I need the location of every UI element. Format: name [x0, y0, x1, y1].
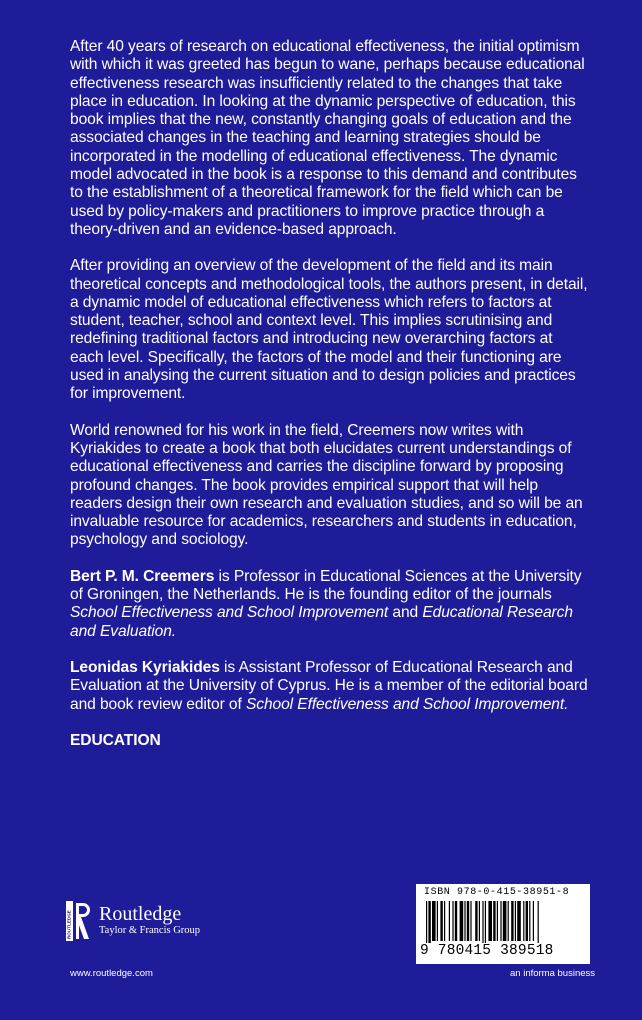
routledge-mark-icon — [66, 900, 92, 942]
author-bio-text: and — [388, 604, 423, 622]
barcode-bar — [497, 901, 498, 941]
barcode-bars — [426, 901, 580, 947]
barcode-bar — [529, 901, 530, 941]
barcode-bar — [455, 901, 457, 941]
barcode-bar — [517, 901, 521, 941]
journal-title: Educational Research and Evaluation. — [70, 604, 573, 640]
barcode-bar — [479, 901, 480, 941]
isbn-digits: 9 780415 389518 — [420, 943, 588, 959]
barcode-bar — [467, 901, 469, 941]
publisher-name: Routledge — [99, 903, 182, 925]
journal-title: School Effectiveness and School Improvement — [70, 604, 389, 622]
barcode-bar — [485, 901, 486, 947]
barcode-bar — [437, 901, 438, 941]
barcode-bar — [493, 901, 495, 941]
blurb-paragraph-2: After providing an overview of the development of the field and its main theoretical concepts and methodological tools, the authors present, in detail, a dynamic model of educational effectiveness which refers to factors at student, teacher, school and context level. This implies scrutinising and redefining traditional factors and introducing new overarching factors at each level. Specifically, the factors of the model and their functioning are used in analysing the current situation and to design policies and practices for improvement. — [70, 257, 588, 403]
blurb-text — [70, 38, 590, 750]
isbn-label: ISBN 978-0-415-38951-8 — [424, 887, 570, 898]
informa-tagline: an informa business — [510, 968, 596, 979]
barcode-bar — [508, 901, 509, 941]
subject-category: EDUCATION — [70, 731, 161, 749]
publisher-group: Taylor & Francis Group — [99, 925, 201, 936]
barcode-bar — [452, 901, 453, 941]
isbn-barcode — [416, 884, 590, 964]
barcode-bar — [470, 901, 471, 941]
barcode-bar — [538, 901, 539, 947]
barcode-bar — [432, 901, 436, 941]
journal-title: School Effectiveness and School Improvement. — [245, 695, 569, 713]
blurb-paragraph-3: World renowned for his work in the field, Creemers now writes with Kyriakides to create a book that both elucidates current understandings of educational effectiveness and carries the discipline forward by proposing profound changes. The book provides empirical support that will help readers design their own research and evaluation studies, and so will be an invaluable resource for academics, researchers and students in education, psychology and sociology. — [70, 421, 583, 549]
barcode-bar — [488, 901, 492, 941]
barcode-bar — [475, 901, 477, 941]
barcode-bar — [526, 901, 528, 941]
barcode-bar — [426, 901, 427, 947]
barcode-bar — [533, 901, 534, 941]
barcode-bar — [523, 901, 524, 941]
barcode-bar — [482, 901, 483, 947]
logo-vertical-text: ROUTLEDGE — [66, 910, 72, 939]
barcode-bar — [503, 901, 507, 941]
author-bio-kyriakides — [70, 659, 590, 714]
barcode-bar — [440, 901, 442, 941]
barcode-bar — [464, 901, 465, 941]
barcode-bar — [500, 901, 501, 941]
barcode-bar — [460, 901, 464, 941]
publisher-website: www.routledge.com — [70, 968, 153, 979]
author-name: Leonidas Kyriakides — [70, 658, 220, 676]
barcode-bar — [444, 901, 445, 941]
author-bio-text: is Professor in Educational Sciences at the University of Groningen, the Netherlands. He is the founding editor of the journals — [70, 567, 582, 604]
routledge-logo — [66, 900, 226, 944]
barcode-bar — [428, 901, 430, 947]
barcode-bar — [449, 901, 450, 941]
author-bio-creemers — [70, 568, 590, 641]
author-name: Bert P. M. Creemers — [70, 567, 215, 585]
author-bio-text: is Assistant Professor of Educational Research and Evaluation at the University of Cyprus. He is a member of the editorial board and book review editor of — [70, 658, 588, 713]
barcode-bar — [515, 901, 516, 941]
barcode-bar — [511, 901, 513, 941]
blurb-paragraph-1: After 40 years of research on educational effectiveness, the initial optimism with which it was greeted has begun to wane, perhaps because educational effectiveness research was insufficiently related to the changes that take place in education. In looking at the dynamic perspective of education, this book implies that the new, constantly changing goals of education and the associated changes in the teaching and learning strategies should be incorporated in the modelling of educational effectiveness. The dynamic model advocated in the book is a response to this demand and contributes to the establishment of a theoretical framework for the field which can be used by policy-makers and practitioners to improve practice through a theory-driven and an evidence-based approach. — [70, 38, 585, 238]
